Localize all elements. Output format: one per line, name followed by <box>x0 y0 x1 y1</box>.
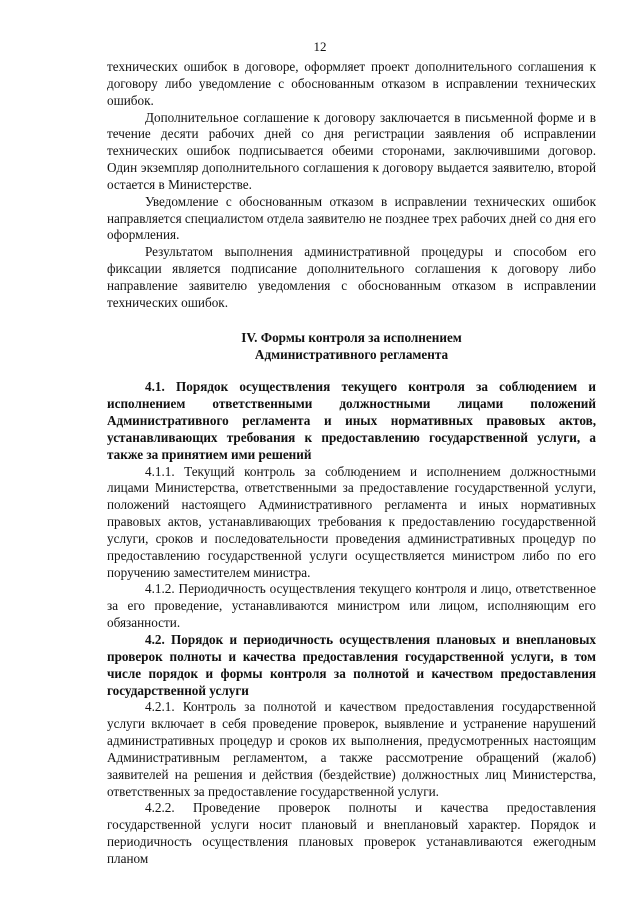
paragraph-procedure-result: Результатом выполнения административной процедуры и способом его фиксации является подписание дополнительного соглашения к договору либо направление заявителю уведомления с обоснованным отказом в исправлении технических ошибок. <box>107 244 596 310</box>
page-number: 12 <box>313 39 327 54</box>
paragraph-4-2-1: 4.2.1. Контроль за полнотой и качеством предоставления государственной услуги включает в себя проведение проверок, выявление и устранение нарушений административных процедур и сроков их выполнения, предусмотренных настоящим Административным регламентом, а также рассмотрение обращений (жалоб) заявителей на решения и действия (бездействие) должностных лиц Министерства, ответственных за предоставление государственной услуги. <box>107 699 596 799</box>
section-heading-line1: IV. Формы контроля за исполнением <box>241 329 462 345</box>
section-heading-line2: Административного регламента <box>254 346 449 362</box>
paragraph-4-1-2: 4.1.2. Периодичность осуществления текущего контроля и лицо, ответственное за его проведение, устанавливаются министром или лицом, исполняющим его обязанности. <box>107 581 596 631</box>
paragraph-refusal-notice: Уведомление с обоснованным отказом в исправлении технических ошибок направляется специалистом отдела заявителю не позднее трех рабочих дней со дня его оформления. <box>107 193 596 243</box>
paragraph-continuation: технических ошибок в договоре, оформляет проект дополнительного соглашения к договору либо уведомление с обоснованным отказом в исправлении технических ошибок. <box>107 59 596 108</box>
subsection-4-1-title: 4.1. Порядок осуществления текущего контроля за соблюдением и исполнением ответственными должностными лицами положений Административного регламента и иных нормативных правовых актов, устанавливающих требования к предоставлению государственной услуги, а также за принятием ими решений <box>107 379 596 462</box>
paragraph-4-1-1: 4.1.1. Текущий контроль за соблюдением и исполнением должностными лицами Министерства, ответственными за предоставление государственной услуги, положений настоящего Административного регламента и иных нормативных правовых актов, устанавливающих требования к предоставлению государственной услуги, сроков и последовательности проведения административных процедур по предоставлению государственной услуги осуществляется министром либо по его поручению заместителем министра. <box>107 463 596 580</box>
paragraph-additional-agreement: Дополнительное соглашение к договору заключается в письменной форме и в течение десяти рабочих дней со дня регистрации заявления об исправлении технических ошибок подписывается обеими сторонами, заключившими договор. Один экземпляр дополнительного соглашения к договору выдается заявителю, второй остается в Министерстве. <box>107 109 596 192</box>
paragraph-4-2-2: 4.2.2. Проведение проверок полноты и качества предоставления государственной услуги носит плановый и внеплановый характер. Порядок и периодичность осуществления плановых проверок устанавливаются ежегодным планом <box>107 800 596 866</box>
document-body <box>107 59 596 868</box>
subsection-4-2-title: 4.2. Порядок и периодичность осуществления плановых и внеплановых проверок полноты и качества предоставления государственной услуги, в том числе порядок и формы контроля за полнотой и качеством предоставления государственной услуги <box>107 632 596 698</box>
